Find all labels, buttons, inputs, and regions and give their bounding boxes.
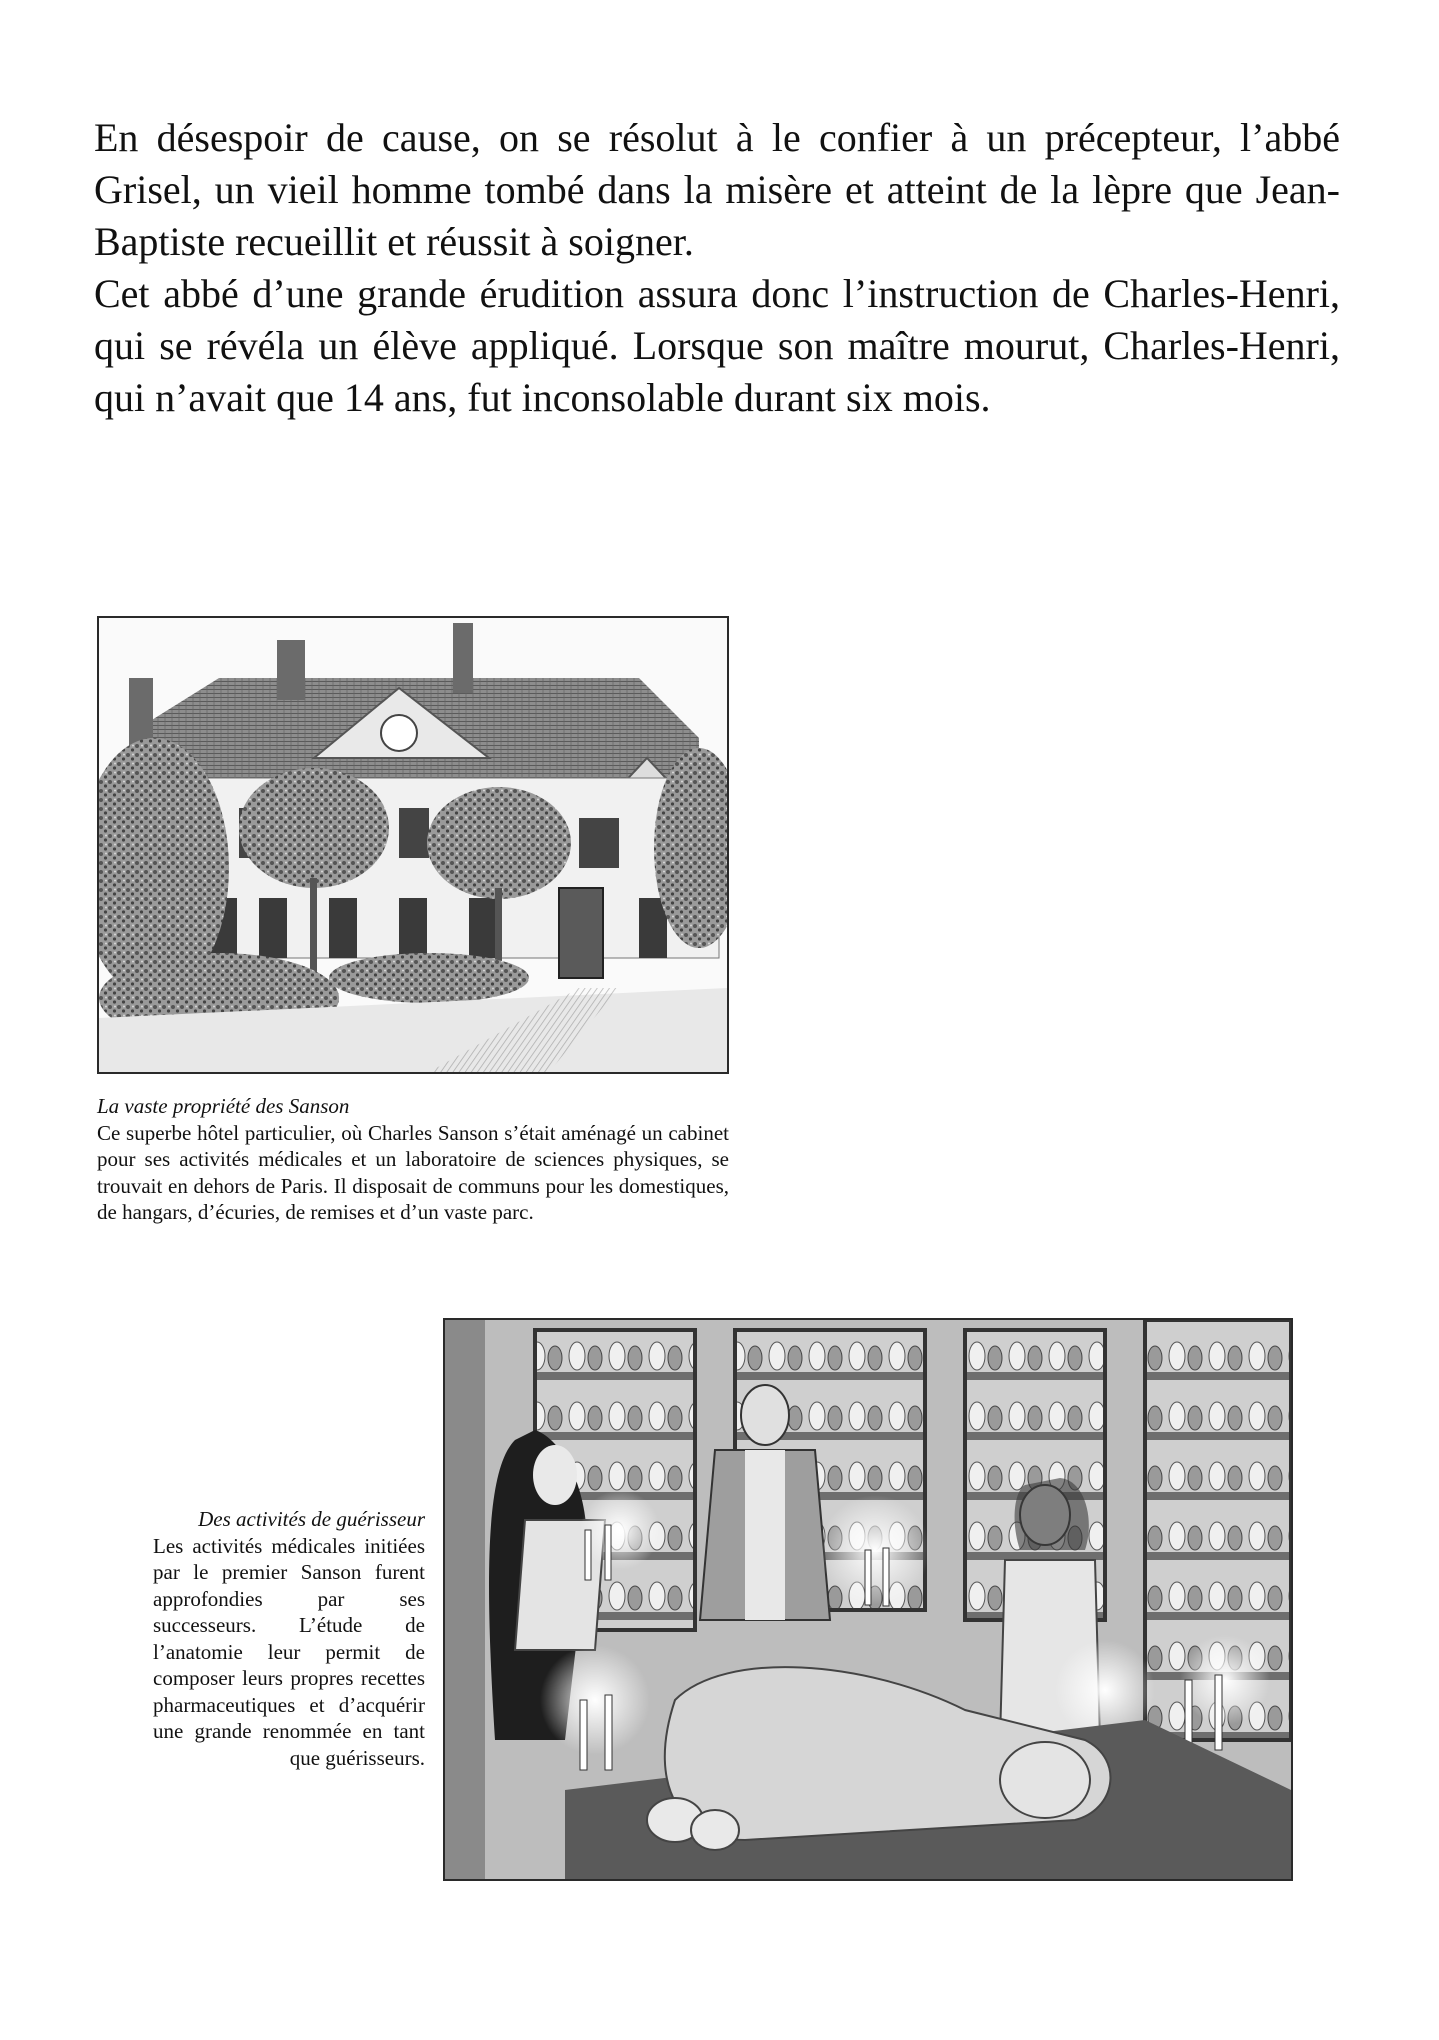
laboratory-caption-body: Les activités médicales initiées par le premier Sanson furent approfondies par ses successeurs. L’étude de l’anatomie leur permit de composer leurs propres recettes pharmaceutiques et d’acquérir une grande renommée en tant que guérisseurs. [153,1533,425,1770]
house-caption [97,1093,729,1226]
laboratory-illustration [443,1318,1293,1881]
main-paragraph-2: Cet abbé d’une grande érudition assura donc l’instruction de Charles-Henri, qui se révéla un élève appliqué. Lorsque son maître mourut, Charles-Henri, qui n’avait que 14 ans, fut inconsolable durant six mois. [94,271,1340,420]
laboratory-drawing [445,1320,1291,1879]
house-caption-title: La vaste propriété des Sanson [97,1094,350,1118]
house-illustration [97,616,729,1074]
main-text [94,112,1340,424]
house-caption-body: Ce superbe hôtel particulier, où Charles Sanson s’était aménagé un cabinet pour ses activités médicales et un laboratoire de sciences physiques, se trouvait en dehors de Paris. Il disposait de communs pour les domestiques, de hangars, d’écuries, de remises et d’un vaste parc. [97,1120,729,1224]
main-paragraph-1: En désespoir de cause, on se résolut à le confier à un précepteur, l’abbé Grisel, un vieil homme tombé dans la misère et atteint de la lèpre que Jean-Baptiste recueillit et réussit à soigner. [94,115,1340,264]
house-drawing [99,618,727,1072]
laboratory-caption-title: Des activités de guérisseur [198,1507,425,1531]
laboratory-caption [153,1506,425,1771]
